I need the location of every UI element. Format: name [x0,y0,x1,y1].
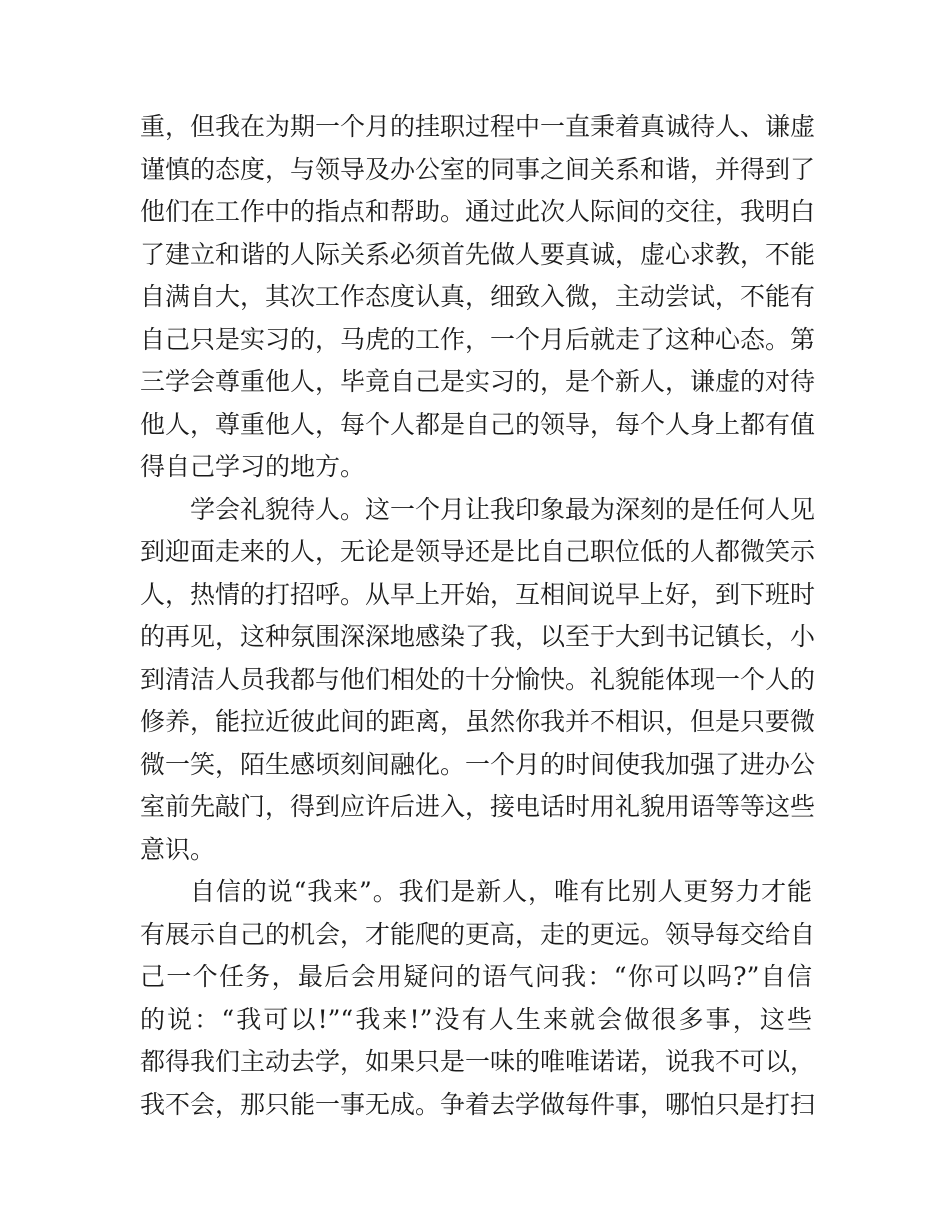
text-line: 人，热情的打招呼。从早上开始，互相间说早上好，到下班时 [140,579,816,609]
text-line: 都得我们主动去学，如果只是一味的唯唯诺诺，说我不可以， [140,1047,816,1076]
text-line: 重，但我在为期一个月的挂职过程中一直秉着真诚待人、谦虚 [140,112,816,141]
text-line: 自满自大，其次工作态度认真，细致入微，主动尝试，不能有 [140,282,816,311]
text-line: 室前先敲门，得到应许后进入，接电话时用礼貌用语等等这些 [140,792,816,821]
text-line: 三学会尊重他人，毕竟自己是实习的，是个新人，谦虚的对待 [140,367,816,396]
text-line: 了建立和谐的人际关系必须首先做人要真诚，虚心求教，不能 [140,239,816,269]
text-line: 到迎面走来的人，无论是领导还是比自己职位低的人都微笑示 [140,537,816,566]
text-line: 微一笑，陌生感顷刻间融化。一个月的时间使我加强了进办公 [140,749,816,779]
text-line: 的说：“我可以!”“我来!”没有人生来就会做很多事，这些 [140,1004,812,1034]
text-line: 的再见，这种氛围深深地感染了我，以至于大到书记镇长，小 [140,622,816,651]
text-line: 己一个任务，最后会用疑问的语气问我：“你可以吗?”自信 [140,962,812,991]
text-line: 谨慎的态度，与领导及办公室的同事之间关系和谐，并得到了 [140,154,816,184]
text-line: 意识。 [140,834,216,864]
text-line: 得自己学习的地方。 [140,452,366,481]
text-line: 我不会，那只能一事无成。争着去学做每件事，哪怕只是打扫 [140,1089,816,1119]
text-line: 学会礼貌待人。这一个月让我印象最为深刻的是任何人见 [190,494,816,524]
body-text [140,106,816,1126]
text-line: 有展示自己的机会，才能爬的更高，走的更远。领导每交给自 [140,919,816,949]
text-line: 修养，能拉近彼此间的距离，虽然你我并不相识，但是只要微 [140,707,816,736]
text-line: 他人，尊重他人，每个人都是自己的领导，每个人身上都有值 [140,409,816,439]
text-line: 自己只是实习的，马虎的工作，一个月后就走了这种心态。第 [140,324,816,354]
text-line: 到清洁人员我都与他们相处的十分愉快。礼貌能体现一个人的 [140,664,816,694]
text-line: 他们在工作中的指点和帮助。通过此次人际间的交往，我明白 [140,197,816,226]
text-line: 自信的说“我来”。我们是新人，唯有比别人更努力才能 [190,877,812,906]
